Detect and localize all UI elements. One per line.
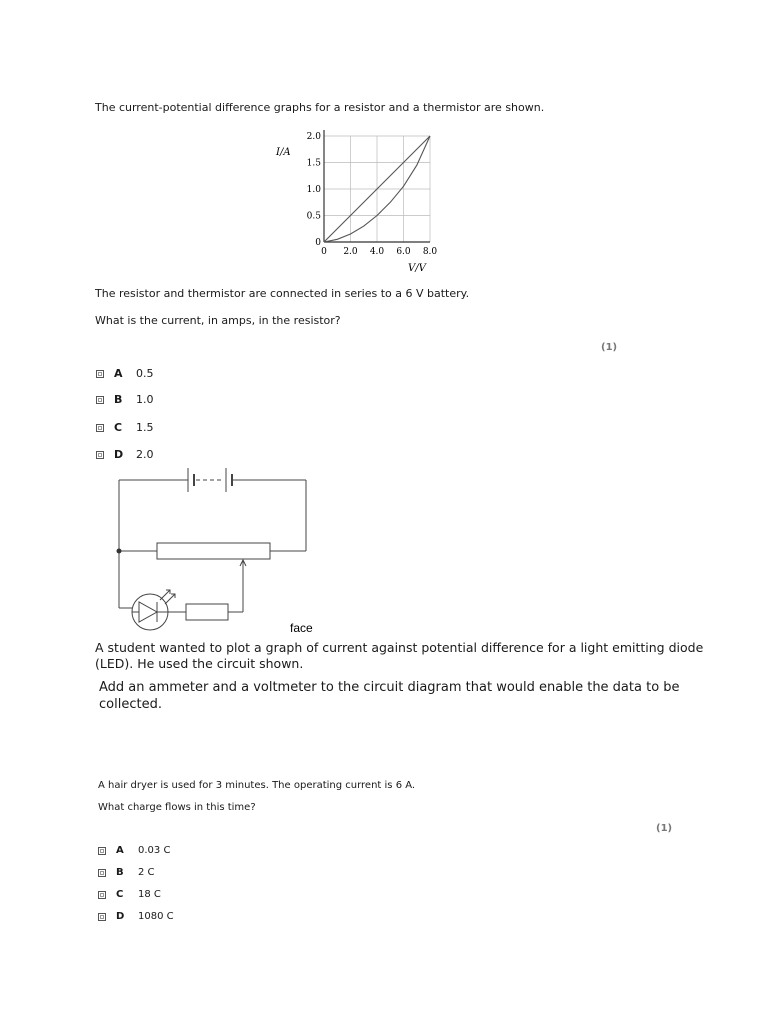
y-tick-label: 0 [315, 238, 321, 248]
led-light-arrow [165, 594, 175, 604]
q3-intro: A hair dryer is used for 3 minutes. The operating current is 6 A. [98, 780, 416, 791]
option-value: 1.0 [136, 393, 154, 406]
q2-task-line2: collected. [99, 697, 162, 712]
q1-intro: The current-potential difference graphs for a resistor and a thermistor are shown. [95, 101, 545, 114]
option-letter: C [114, 421, 123, 434]
y-tick-label: 1.0 [306, 185, 321, 195]
option-letter: A [114, 367, 123, 380]
q3-option-b[interactable] [98, 867, 155, 878]
option-letter: B [114, 393, 123, 406]
q1-marks: (1) [601, 342, 618, 353]
checkbox-icon[interactable] [96, 424, 104, 432]
option-letter: D [116, 911, 125, 922]
x-tick-label: 2.0 [343, 247, 358, 257]
x-tick-label: 0 [321, 247, 327, 257]
iv-chart [260, 125, 460, 275]
option-value: 1.5 [136, 421, 154, 434]
q1-question: What is the current, in amps, in the resistor? [95, 314, 341, 327]
x-tick-label: 8.0 [422, 247, 438, 257]
option-letter: B [116, 867, 124, 878]
checkbox-icon[interactable] [98, 913, 106, 921]
option-value: 0.03 C [138, 845, 171, 856]
q3-marks: (1) [656, 823, 673, 834]
option-value: 0.5 [136, 367, 154, 380]
rheostat-resistor [157, 543, 270, 559]
circuit-label-fragment: face [290, 621, 313, 635]
option-value: 1080 C [138, 911, 174, 922]
q2-task-line1: Add an ammeter and a voltmeter to the circuit diagram that would enable the data to be [99, 680, 680, 695]
q3-option-c[interactable] [98, 889, 161, 900]
q1-option-b[interactable] [96, 393, 154, 406]
y-tick-label: 2.0 [306, 132, 321, 142]
y-tick-label: 0.5 [306, 211, 321, 222]
option-value: 18 C [138, 889, 161, 900]
checkbox-icon[interactable] [98, 869, 106, 877]
checkbox-icon[interactable] [96, 396, 104, 404]
junction-dot [117, 549, 122, 554]
q2-intro-line1: A student wanted to plot a graph of current against potential difference for a light emitting diode [95, 640, 704, 655]
y-tick-label: 1.5 [306, 158, 321, 169]
q2-intro [95, 640, 703, 672]
q1-option-a[interactable] [96, 367, 154, 380]
led-light-arrow [160, 590, 170, 600]
option-letter: D [114, 448, 124, 461]
q2-intro-line2: (LED). He used the circuit shown. [95, 656, 304, 671]
q1-after: The resistor and thermistor are connected in series to a 6 V battery. [95, 287, 470, 300]
checkbox-icon[interactable] [98, 891, 106, 899]
option-letter: C [116, 889, 124, 900]
q3-option-a[interactable] [98, 845, 170, 856]
x-tick-label: 4.0 [369, 247, 385, 257]
checkbox-icon[interactable] [96, 451, 104, 459]
led-diode [139, 602, 157, 622]
option-value: 2 C [138, 867, 155, 878]
x-axis-label: V/V [408, 263, 426, 274]
q1-option-c[interactable] [96, 421, 154, 434]
y-axis-label: I/A [276, 147, 291, 158]
led-circuit-diagram[interactable] [110, 460, 320, 640]
checkbox-icon[interactable] [96, 370, 104, 378]
fixed-resistor [186, 604, 228, 620]
option-value: 2.0 [136, 448, 154, 461]
checkbox-icon[interactable] [98, 847, 106, 855]
option-letter: A [116, 845, 124, 856]
q2-task [99, 679, 680, 713]
q3-question: What charge flows in this time? [98, 802, 256, 813]
x-tick-label: 6.0 [396, 247, 411, 257]
q3-option-d[interactable] [98, 911, 174, 922]
